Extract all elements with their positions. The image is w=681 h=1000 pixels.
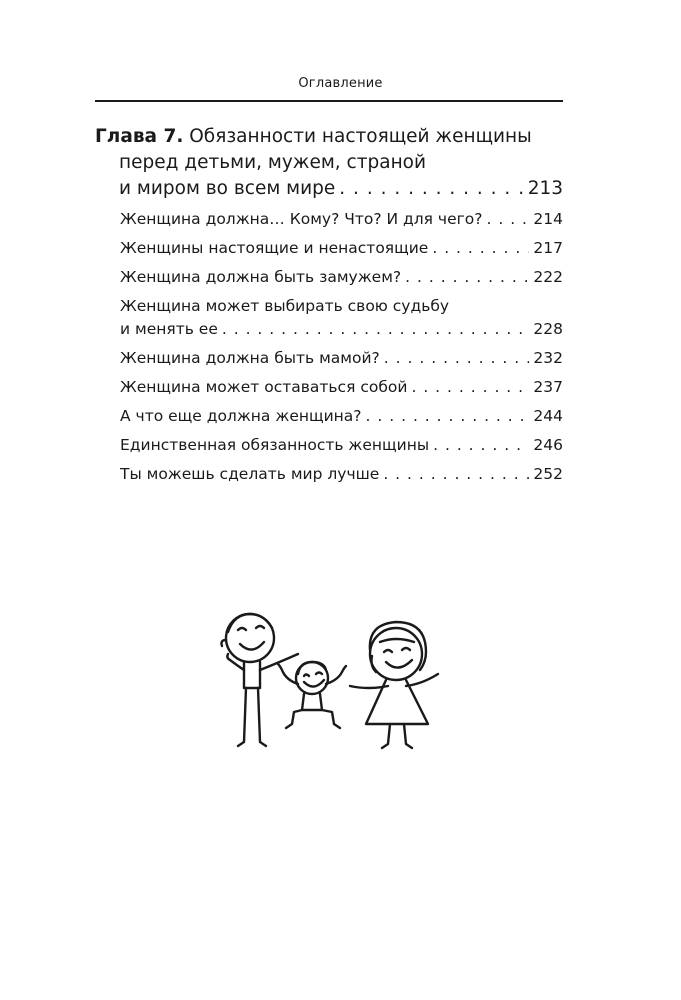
toc-entry-title: Женщина должна быть замужем?	[120, 268, 402, 286]
toc-entry-title: Женщина должна… Кому? Что? И для чего?	[120, 210, 483, 228]
toc-entry[interactable]	[120, 434, 563, 457]
dot-leader	[405, 266, 529, 289]
toc-page-number: 228	[533, 320, 563, 338]
toc-entry[interactable]	[120, 376, 563, 399]
family-drawing	[200, 600, 460, 750]
toc-page-number: 252	[533, 465, 563, 483]
toc-entry[interactable]	[120, 266, 563, 289]
toc-entry[interactable]	[120, 237, 563, 260]
toc-entry-title: А что еще должна женщина?	[120, 407, 362, 425]
dot-leader	[339, 176, 523, 202]
child-figure	[278, 662, 346, 728]
toc-entry-title: Ты можешь сделать мир лучше	[120, 465, 380, 483]
toc-page-number: 232	[533, 349, 563, 367]
toc-entry-title-line-1: Женщина может выбирать свою судьбу	[120, 297, 450, 315]
chapter-title-part-1: Обязанности настоящей женщины	[189, 126, 532, 147]
toc-page-number: 246	[533, 436, 563, 454]
dot-leader	[222, 318, 530, 341]
chapter-label: Глава 7.	[95, 126, 184, 147]
dot-leader	[366, 405, 530, 428]
chapter-entry[interactable]	[95, 124, 563, 202]
toc-entry-title-line-2: и менять ее	[120, 320, 218, 338]
toc-page-number: 214	[533, 210, 563, 228]
toc-entries	[120, 208, 563, 492]
toc-page-number: 237	[533, 378, 563, 396]
toc-entry-title: Женщина должна быть мамой?	[120, 349, 380, 367]
toc-entry-title: Женщины настоящие и ненастоящие	[120, 239, 429, 257]
dot-leader	[383, 463, 529, 486]
family-illustration	[200, 600, 460, 750]
dot-leader	[486, 208, 529, 231]
toc-entry[interactable]	[120, 405, 563, 428]
dot-leader	[411, 376, 529, 399]
toc-entry-title: Единственная обязанность женщины	[120, 436, 430, 454]
toc-page-number: 217	[533, 239, 563, 257]
toc-entry[interactable]	[120, 463, 563, 486]
dot-leader	[432, 237, 529, 260]
father-figure	[222, 614, 299, 746]
toc-entry-title: Женщина может оставаться собой	[120, 378, 408, 396]
chapter-title-line-1	[95, 124, 563, 150]
toc-entry[interactable]	[120, 347, 563, 370]
chapter-title-part-3: и миром во всем мире	[119, 178, 336, 199]
chapter-title-line-2: перед детьми, мужем, страной	[119, 152, 427, 173]
header-rule	[95, 100, 563, 102]
toc-entry[interactable]	[120, 208, 563, 231]
running-head: Оглавление	[298, 76, 383, 91]
chapter-title-line-3	[95, 176, 563, 202]
mother-figure	[350, 622, 438, 748]
toc-entry[interactable]	[120, 295, 563, 341]
toc-page-number: 244	[533, 407, 563, 425]
toc-page-number: 222	[533, 268, 563, 286]
dot-leader	[384, 347, 530, 370]
chapter-page-number: 213	[527, 178, 563, 199]
dot-leader	[433, 434, 529, 457]
